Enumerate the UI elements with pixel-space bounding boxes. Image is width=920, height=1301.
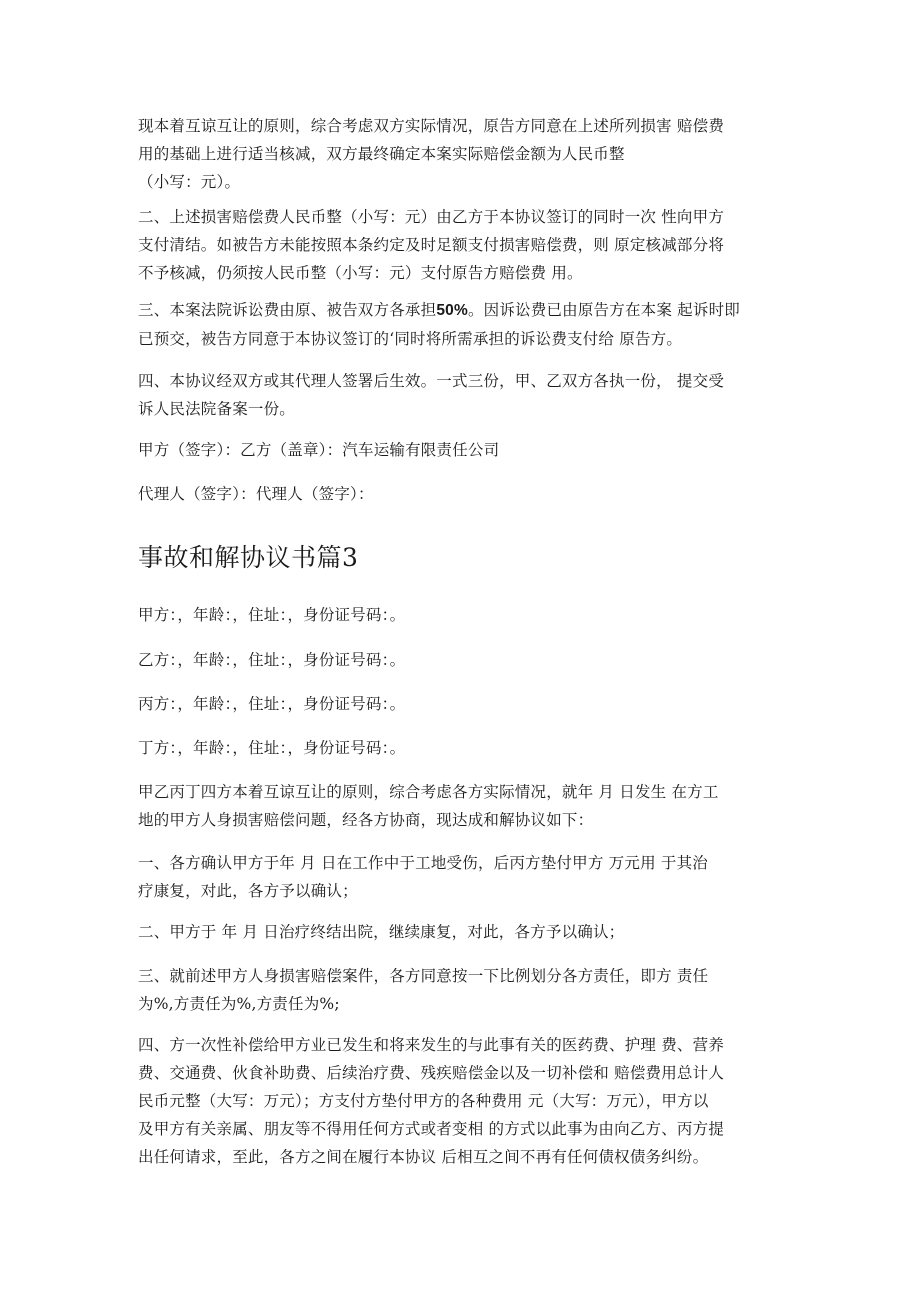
text-line: 丙方：，年龄：，住址：，身份证号码：。 xyxy=(138,695,406,713)
text-line: 一、各方确认甲方于年 月 日在工作中于工地受伤，后丙方垫付甲方 万元用 于其治 xyxy=(138,854,709,872)
paragraph-preamble xyxy=(138,778,788,834)
party-a-line xyxy=(138,601,788,629)
text-line: 现本着互谅互让的原则，综合考虑双方实际情况，原告方同意在上述所列损害 赔偿费 xyxy=(138,117,725,135)
text-line: 出任何请求，至此，各方之间在履行本协议 后相互之间不再有任何债权债务纠纷。 xyxy=(138,1148,709,1166)
text-line: 甲方（签字）：乙方（盖章）：汽车运输有限责任公司 xyxy=(138,441,500,459)
text-line: 支付清结。如被告方未能按照本条约定及时足额支付损害赔偿费，则 原定核减部分将 xyxy=(138,236,725,254)
paragraph-clause-1 xyxy=(138,849,788,905)
text-line: 乙方：，年龄：，住址：，身份证号码：。 xyxy=(138,651,406,669)
text-line: 四、方一次性补偿给甲方业已发生和将来发生的与此事有关的医药费、护理 费、营养 xyxy=(138,1036,725,1054)
paragraph-effectiveness xyxy=(138,367,788,423)
text-line: 地的甲方人身损害赔偿问题，经各方协商，现达成和解协议如下： xyxy=(138,811,594,829)
text-line: 疗康复，对此，各方予以确认； xyxy=(138,882,358,900)
percentage-value: 50% xyxy=(436,302,468,319)
party-c-line xyxy=(138,690,788,718)
paragraph-payment-terms xyxy=(138,203,788,287)
text-line xyxy=(138,296,788,325)
text-line: 代理人（签字）：代理人（签字）： xyxy=(138,485,374,503)
text-line: 二、上述损害赔偿费人民币整（小写：元）由乙方于本协议签订的同时一次 性向甲方 xyxy=(138,208,725,226)
paragraph-clause-2 xyxy=(138,918,788,946)
text-line: 用的基础上进行适当核减，双方最终确定本案实际赔偿金额为人民币整 xyxy=(138,145,625,163)
text-line: 已预交，被告方同意于本协议签订的‘同时将所需承担的诉讼费支付给 原告方。 xyxy=(138,330,683,348)
text-line: 四、本协议经双方或其代理人签署后生效。一式三份，甲、乙双方各执一份， 提交受 xyxy=(138,372,725,390)
party-d-line xyxy=(138,734,788,762)
text-line: （小写：元）。 xyxy=(138,173,241,191)
text-line: 不予核减，仍须按人民币整（小写：元）支付原告方赔偿费 用。 xyxy=(138,264,583,282)
text-line: 诉人民法院备案一份。 xyxy=(138,400,296,418)
text-line: 甲方：，年龄：，住址：，身份证号码：。 xyxy=(138,606,406,624)
paragraph-court-fees xyxy=(138,296,788,353)
paragraph-clause-3 xyxy=(138,962,788,1018)
paragraph-settlement-amount xyxy=(138,112,788,196)
section-title: 事故和解协议书篇3 xyxy=(138,543,359,572)
text-line: 费、交通费、伙食补助费、后续治疗费、残疾赔偿金以及一切补偿和 赔偿费用总计人 xyxy=(138,1064,725,1082)
text-segment: 三、本案法院诉讼费由原、被告双方各承担 xyxy=(138,301,437,319)
paragraph-clause-4 xyxy=(138,1031,788,1171)
signature-line-agents xyxy=(138,480,788,508)
text-line: 三、就前述甲方人身损害赔偿案件，各方同意按一下比例划分各方责任，即方 责任 xyxy=(138,967,709,985)
party-b-line xyxy=(138,646,788,674)
text-line: 丁方：，年龄：，住址：，身份证号码：。 xyxy=(138,739,406,757)
text-line: 及甲方有关亲属、朋友等不得用任何方式或者变相 的方式以此事为由向乙方、丙方提 xyxy=(138,1120,725,1138)
text-segment: 。因诉讼费已由原告方在本案 起诉时即 xyxy=(467,301,740,319)
text-line: 为%,方责任为%,方责任为%; xyxy=(138,995,340,1013)
text-line: 民币元整（大写：万元）；方支付方垫付甲方的各种费用 元（大写：万元），甲方以 xyxy=(138,1092,709,1110)
text-line: 二、甲方于 年 月 日治疗终结出院，继续康复，对此，各方予以确认； xyxy=(138,923,625,941)
text-line: 甲乙丙丁四方本着互谅互让的原则，综合考虑各方实际情况，就年 月 日发生 在方工 xyxy=(138,783,719,801)
signature-line-parties xyxy=(138,436,788,464)
